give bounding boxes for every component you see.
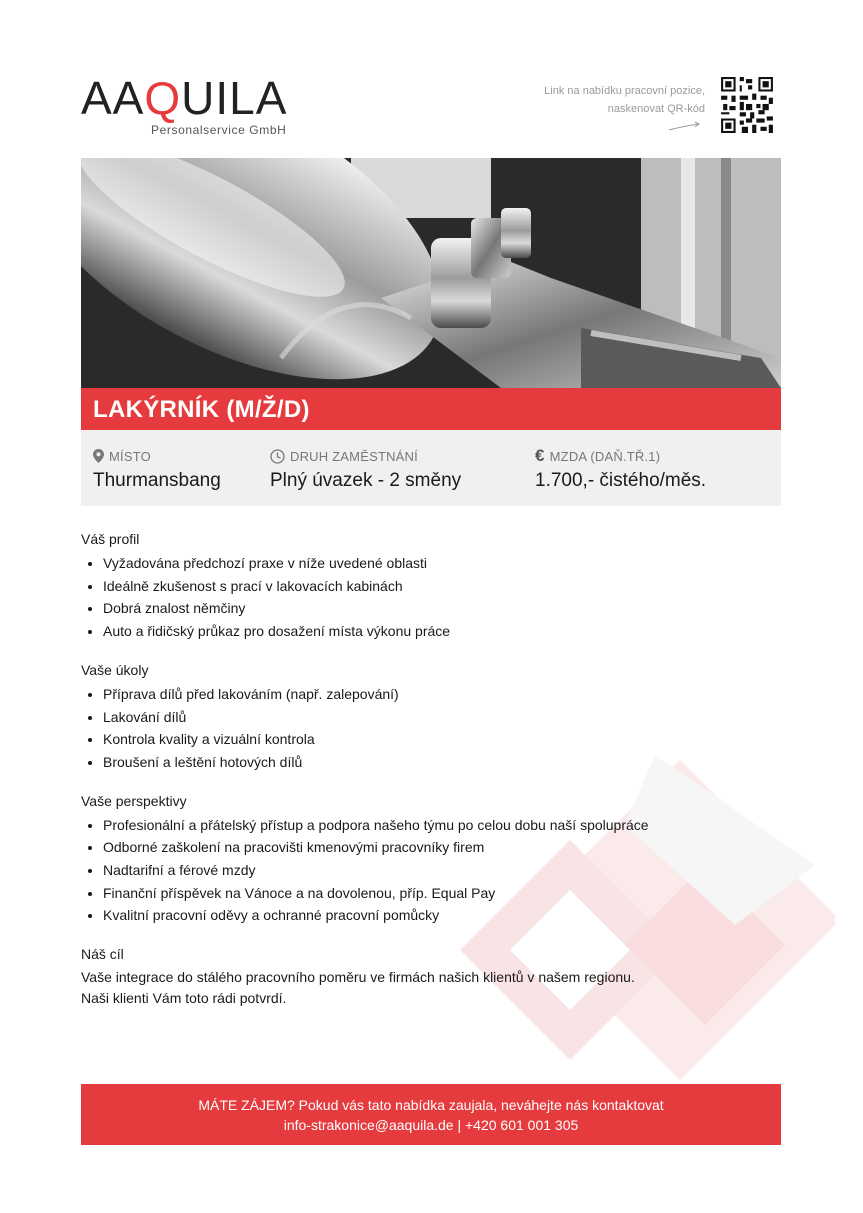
perspectives-heading: Vaše perspektivy [81, 792, 187, 809]
salary-label: MZDA (DAŇ.TŘ.1) [549, 448, 661, 464]
job-title: LAKÝRNÍK (M/Ž/D) [93, 396, 310, 423]
list-item: • Kontrola kvality a vizuální kontrola [103, 728, 781, 751]
job-description [81, 530, 781, 1027]
location-pin-icon [93, 449, 104, 463]
list-item: • Vyžadována předchozí praxe v níže uvedené oblasti [103, 552, 781, 575]
arrow-right-icon [668, 120, 702, 132]
profile-heading: Váš profil [81, 531, 140, 547]
list-item: • Dobrá znalost němčiny [103, 597, 781, 620]
contact-footer [81, 1084, 781, 1145]
profile-list [81, 552, 781, 643]
list-item: • Lakování dílů [103, 706, 781, 729]
tasks-heading: Vaše úkoly [81, 661, 149, 678]
goal-heading: Náš cíl [81, 946, 124, 963]
goal-text-line-2: Naši klienti Vám toto rádi potvrdí. [81, 990, 287, 1007]
perspectives-section [81, 792, 781, 928]
perspectives-list [81, 814, 781, 928]
tasks-section [81, 661, 781, 774]
list-item: • Ideálně zkušenost s prací v lakovacích kabinách [103, 575, 781, 598]
list-item: • Profesionální a přátelský přístup a podpora našeho týmu po celou dobu naší spolupráce [103, 814, 781, 837]
tasks-list [81, 683, 781, 774]
employment-type-info [270, 448, 461, 492]
list-item: • Finanční příspěvek na Vánoce a na dovolenou, příp. Equal Pay [103, 882, 781, 905]
goal-section [81, 945, 781, 1009]
salary-value: 1.700,- čistého/měs. [535, 470, 707, 491]
profile-section [81, 530, 781, 643]
list-item: • Broušení a leštění hotových dílů [103, 751, 781, 774]
employment-type-label: DRUH ZAMĚSTNÁNÍ [290, 448, 418, 464]
job-title-bar [81, 388, 781, 430]
footer-contact-details[interactable]: info-strakonice@aaquila.de | +420 601 001 305 [283, 1117, 579, 1133]
location-value: Thurmansbang [93, 470, 221, 491]
list-item: • Odborné zaškolení na pracovišti kmenovými pracovníky firem [103, 836, 781, 859]
list-item: • Nadtarifní a férové mzdy [103, 859, 781, 882]
logo-wordmark: AAQUILA [81, 72, 288, 124]
location-info [93, 448, 221, 492]
qr-code-icon[interactable] [721, 77, 773, 133]
hero-image [81, 158, 781, 388]
euro-icon: € [535, 446, 545, 465]
list-item: • Kvalitní pracovní oděvy a ochranné pracovní pomůcky [103, 904, 781, 927]
salary-info [535, 448, 706, 492]
list-item: • Auto a řidičský průkaz pro dosažení místa výkonu práce [103, 620, 781, 643]
qr-instruction: Link na nabídku pracovní pozice, naskenovat QR-kód [544, 85, 705, 115]
spray-gun-illustration [81, 158, 781, 388]
employment-type-value: Plný úvazek - 2 směny [270, 470, 462, 491]
footer-call-to-action: MÁTE ZÁJEM? Pokud vás tato nabídka zaujala, neváhejte nás kontaktovat [198, 1097, 664, 1113]
goal-text-line-1: Vaše integrace do stálého pracovního poměru ve firmách našich klientů v našem regionu. [81, 969, 635, 986]
location-label: MÍSTO [109, 448, 151, 464]
list-item: • Příprava dílů před lakováním (např. zalepování) [103, 683, 781, 706]
clock-icon [270, 449, 285, 464]
job-info-bar [81, 430, 781, 506]
company-logo [81, 74, 301, 140]
logo-subtitle: Personalservice GmbH [151, 123, 287, 137]
